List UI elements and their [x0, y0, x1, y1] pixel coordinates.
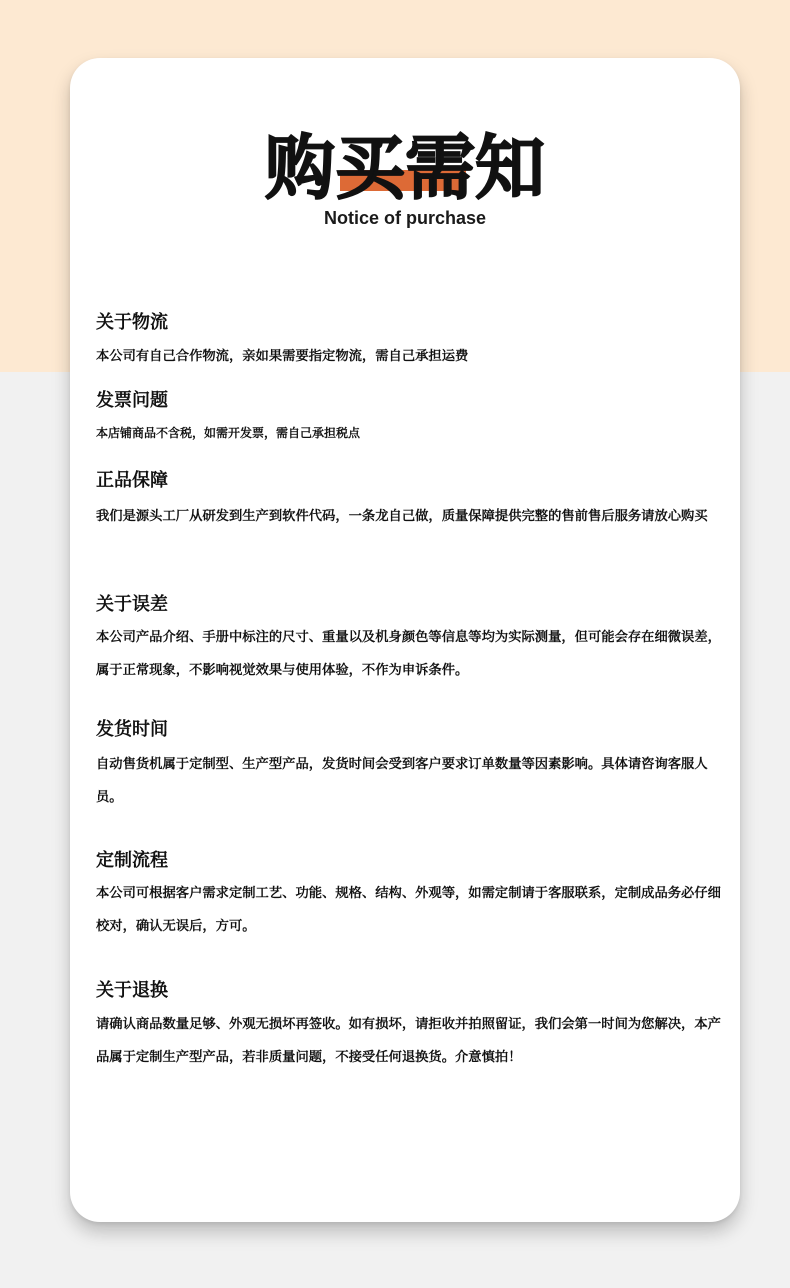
section-title-returns: 关于退换 [96, 980, 168, 1001]
section-title-authenticity: 正品保障 [96, 470, 168, 491]
section-title-invoice: 发票问题 [96, 390, 168, 411]
section-body-customization: 本公司可根据客户需求定制工艺、功能、规格、结构、外观等，如需定制请于客服联系，定制成品务必仔细校对，确认无误后，方可。 [96, 886, 721, 934]
section-title-shipping: 发货时间 [96, 719, 168, 740]
section-title-error: 关于误差 [96, 594, 168, 615]
section-body-shipping: 自动售货机属于定制型、生产型产品，发货时间会受到客户要求订单数量等因素影响。具体请咨询客服人员。 [96, 757, 708, 805]
section-title-customization: 定制流程 [96, 850, 168, 871]
section-body-authenticity: 我们是源头工厂从研发到生产到软件代码，一条龙自己做，质量保障提供完整的售前售后服务请放心购买 [96, 509, 708, 524]
section-body-invoice: 本店铺商品不含税，如需开发票，需自己承担税点 [96, 426, 361, 440]
title-block [70, 128, 740, 208]
section-body-returns: 请确认商品数量足够、外观无损坏再签收。如有损坏，请拒收并拍照留证，我们会第一时间为您解决，本产品属于定制生产型产品，若非质量问题，不接受任何退换货。介意慎拍！ [96, 1017, 721, 1065]
section-body-error: 本公司产品介绍、手册中标注的尺寸、重量以及机身颜色等信息等均为实际测量，但可能会存在细微误差，属于正常现象，不影响视觉效果与使用体验，不作为申诉条件。 [96, 630, 721, 678]
notice-card [70, 58, 740, 1222]
page-title: 购买需知 [265, 127, 545, 209]
page-subtitle: Notice of purchase [323, 208, 487, 228]
section-title-logistics: 关于物流 [96, 312, 168, 333]
section-body-logistics: 本公司有自己合作物流，亲如果需要指定物流，需自己承担运费 [96, 349, 469, 364]
